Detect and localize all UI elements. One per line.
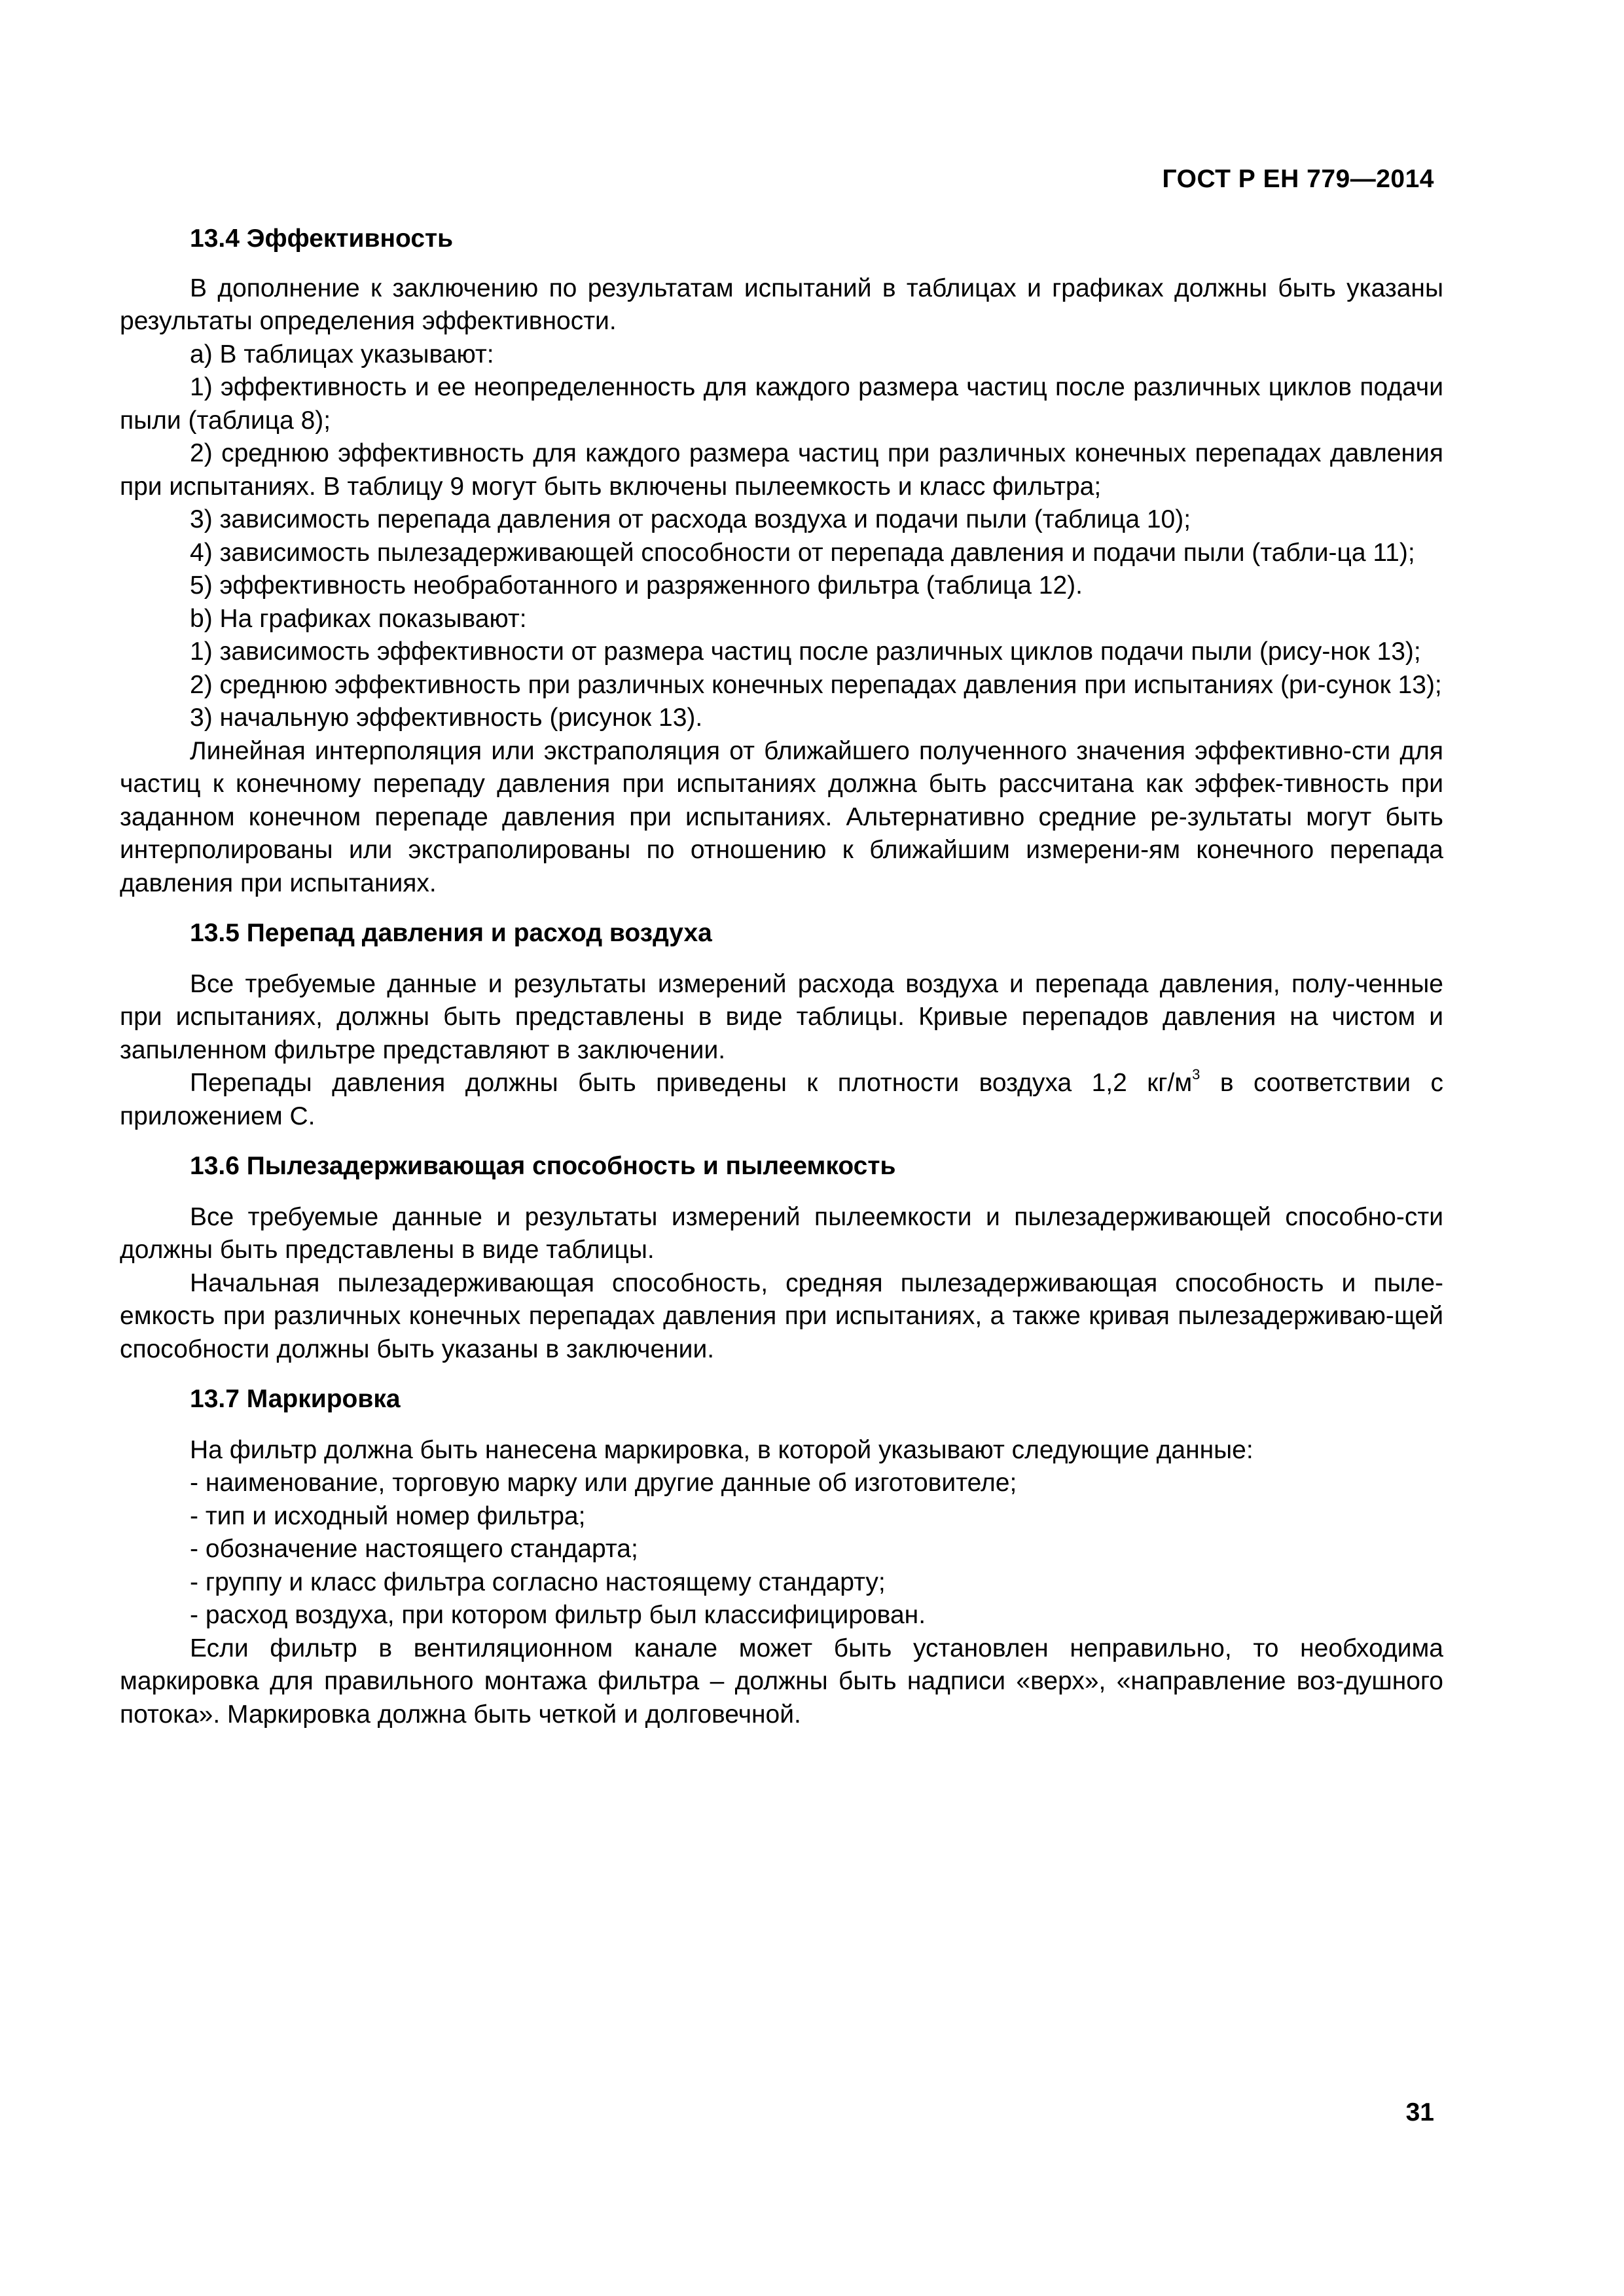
section-13-7-title: 13.7 Маркировка — [190, 1385, 401, 1413]
paragraph — [120, 1067, 1443, 1133]
paragraph: В дополнение к заключению по результатам испытаний в таблицах и графиках должны быть указаны результаты определения эффективности. — [120, 274, 1443, 335]
list-item: - наименование, торговую марку или другие данные об изготовителе; — [190, 1469, 1017, 1497]
text-run: Перепады давления должны быть приведены к плотности воздуха 1,2 кг/м — [190, 1069, 1193, 1097]
list-item: - тип и исходный номер фильтра; — [190, 1501, 586, 1530]
list-item: 1) зависимость эффективности от размера частиц после различных циклов подачи пыли (рису-нок 13); — [190, 637, 1421, 666]
page-body — [120, 223, 1443, 1731]
section-13-4-title: 13.4 Эффективность — [190, 224, 454, 253]
paragraph: На фильтр должна быть нанесена маркировка, в которой указывают следующие данные: — [190, 1435, 1254, 1464]
paragraph: Все требуемые данные и результаты измерений пылеемкости и пылезадерживающей способно-сти должны быть представлены в виде таблицы. — [120, 1202, 1443, 1264]
text-run: в соответствии с приложением С. — [120, 1069, 1443, 1130]
paragraph: Если фильтр в вентиляционном канале может быть установлен неправильно, то необходима маркировка для правильного монтажа фильтра – должны быть надписи «верх», «направление воз-душного потока». Маркировка должна быть четкой и долговечной. — [120, 1634, 1443, 1729]
list-item: 2) среднюю эффективность для каждого размера частиц при различных конечных перепадах давления при испытаниях. В таблицу 9 могут быть включены пылеемкость и класс фильтра; — [120, 439, 1443, 501]
list-item: - группу и класс фильтра согласно настоящему стандарту; — [190, 1568, 886, 1596]
paragraph: Все требуемые данные и результаты измерений расхода воздуха и перепада давления, полу-ченные при испытаниях, должны быть представлены в виде таблицы. Кривые перепадов давления на чистом и запыленном фильтре представляют в заключении. — [120, 969, 1443, 1064]
list-item: - расход воздуха, при котором фильтр был классифицирован. — [190, 1601, 926, 1629]
paragraph: b) На графиках показывают: — [190, 604, 527, 633]
list-item: 1) эффективность и ее неопределенность для каждого размера частиц после различных циклов подачи пыли (таблица 8); — [120, 373, 1443, 435]
section-13-5-title: 13.5 Перепад давления и расход воздуха — [190, 919, 712, 947]
list-item: 3) зависимость перепада давления от расхода воздуха и подачи пыли (таблица 10); — [190, 505, 1191, 533]
document-id-header: ГОСТ Р ЕН 779—2014 — [1162, 165, 1434, 193]
list-item: 5) эффективность необработанного и разряженного фильтра (таблица 12). — [190, 571, 1083, 600]
list-item: 4) зависимость пылезадерживающей способности от перепада давления и подачи пыли (табли-ца 11); — [190, 538, 1415, 567]
superscript: 3 — [1192, 1066, 1200, 1083]
list-item: 2) среднюю эффективность при различных конечных перепадах давления при испытаниях (ри-сунок 13); — [190, 670, 1442, 699]
list-item: 3) начальную эффективность (рисунок 13). — [190, 704, 703, 732]
paragraph: Начальная пылезадерживающая способность, средняя пылезадерживающая способность и пыле-емкость при различных конечных перепадах давления при испытаниях, а также кривая пылезадерживаю-щей способности должны быть указаны в заключении. — [120, 1268, 1443, 1363]
section-13-6-title: 13.6 Пылезадерживающая способность и пылеемкость — [190, 1152, 896, 1180]
paragraph: Линейная интерполяция или экстраполяция от ближайшего полученного значения эффективно-сти для частиц к конечному перепаду давления при испытаниях должна быть рассчитана как эффек-тивность при заданном конечном перепаде давления при испытаниях. Альтернативно средние ре-зультаты могут быть интерполированы или экстраполированы по отношению к ближайшим измерени-ям конечного перепада давления при испытаниях. — [120, 736, 1443, 897]
paragraph: a) В таблицах указывают: — [190, 340, 494, 368]
page-number: 31 — [1405, 2098, 1434, 2126]
list-item: - обозначение настоящего стандарта; — [190, 1535, 638, 1563]
